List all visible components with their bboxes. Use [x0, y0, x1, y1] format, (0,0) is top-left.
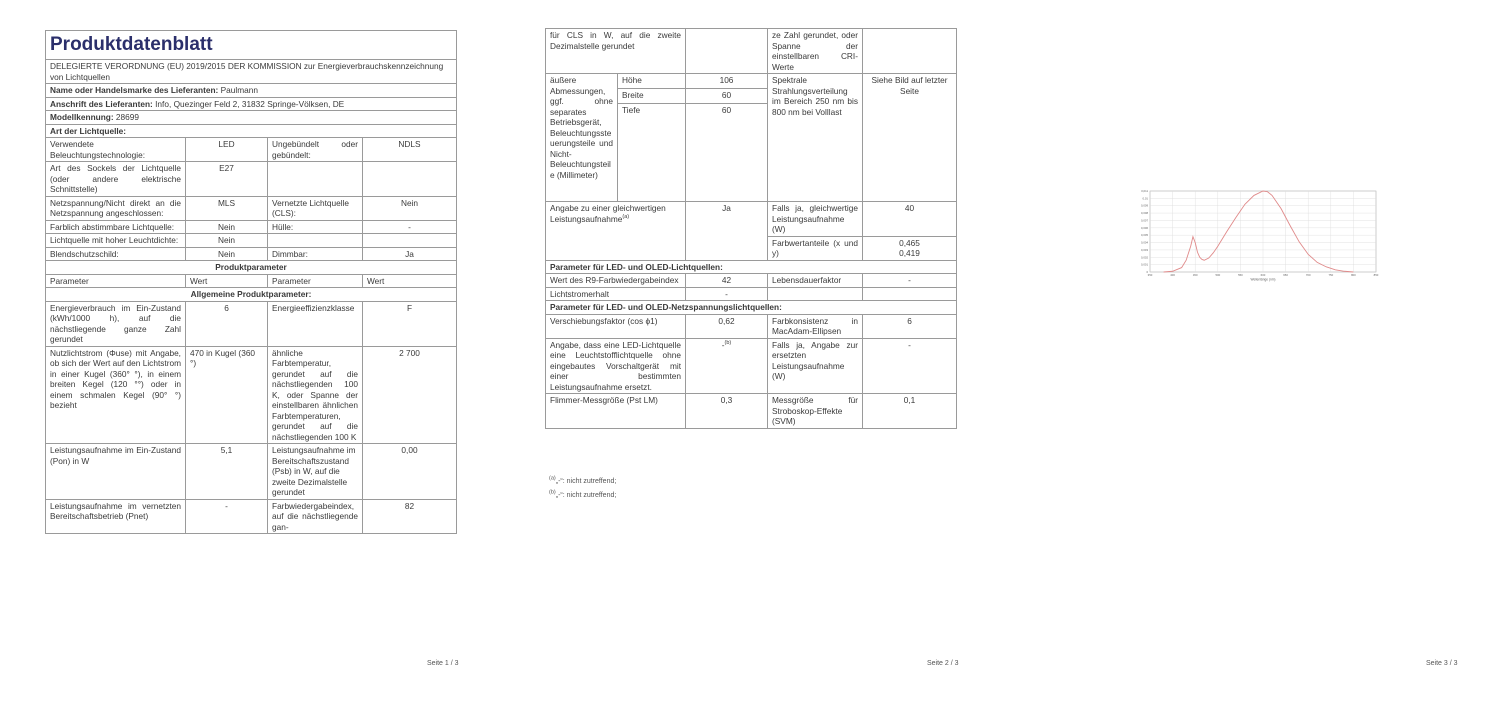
- led-params-header: Parameter für LED- und OLED-Lichtquellen:: [546, 260, 957, 274]
- y-tick-label: 0,009: [1141, 203, 1148, 208]
- table-row: Lichtquelle mit hoher Leuchtdichte: Nein: [46, 234, 457, 248]
- address-value: Info, Quezinger Feld 2, 31832 Springe-Völksen, DE: [155, 98, 345, 109]
- y-tick-label: 0,002: [1141, 255, 1148, 260]
- datasheet-table-page-1: [45, 30, 457, 534]
- x-tick-label: 750: [1328, 273, 1334, 277]
- product-params-header: Produktparameter: [46, 261, 457, 275]
- y-tick-label: 0,001: [1141, 262, 1148, 267]
- x-tick-label: 600: [1260, 273, 1266, 277]
- page-number: Seite 2 / 3: [927, 660, 959, 667]
- table-row: Verwendete Beleuchtungstechnologie: LED Ungebündelt oder gebündelt: NDLS: [46, 138, 457, 162]
- x-tick-label: 550: [1238, 273, 1243, 277]
- footnote-b: $^{(b)}$„-“: nicht zutreffend;: [549, 489, 617, 499]
- table-row: Angabe zu einer gleichwertigen Leistungsaufnahme$^{(a)}$ Ja Falls ja, gleichwertige Leistungsaufnahme (W) 40: [546, 202, 957, 237]
- table-row: Leistungsaufnahme im vernetzten Bereitschaftsbetrieb (Pnet) - Farbwiedergabeindex, auf die nächstliegende gan- 82: [46, 499, 457, 534]
- table-row: Farblich abstimmbare Lichtquelle: Nein Hülle: -: [46, 220, 457, 234]
- x-tick-label: 800: [1351, 273, 1356, 277]
- column-headers: Parameter Wert Parameter Wert: [46, 274, 457, 288]
- x-tick-label: 650: [1283, 273, 1288, 277]
- table-row: Angabe, dass eine LED-Lichtquelle eine Leuchtstofflichtquelle ohne eingebautes Vorschaltgerät mit einer bestimmten Leistungsaufnahme ersetzt. -$^{(b)}$ Falls ja, Angabe zur ersetzten Leistungsaufnahme (W) -: [546, 338, 957, 394]
- table-row: Verschiebungsfaktor (cos ϕ1) 0,62 Farbkonsistenz in MacAdam-Ellipsen 6: [546, 314, 957, 338]
- spectrum-svg: [1122, 186, 1384, 282]
- dimensions-label: äußere Abmessungen, ggf. ohne separates Betriebsgerät, Beleuchtungssteuerungsteile und Nicht-Beleuchtungsteile (Millimeter): [546, 74, 618, 202]
- dimensions-row: äußere Abmessungen, ggf. ohne separates Betriebsgerät, Beleuchtungssteuerungsteile und Nicht-Beleuchtungsteile (Millimeter) Höhe 106 Spektrale Strahlungsverteilung im Bereich 250 nm bis 800 nm bei Volllast Siehe Bild auf letzter Seite: [546, 74, 957, 89]
- x-tick-label: 450: [1192, 273, 1198, 277]
- table-row: Farbwertanteile (x und y) 0,465 0,419: [546, 236, 957, 260]
- model-value: 28699: [115, 112, 139, 122]
- y-tick-label: 0,007: [1141, 218, 1148, 223]
- table-row: Blendschutzschild: Nein Dimmbar: Ja: [46, 247, 457, 261]
- y-tick-label: 0,006: [1141, 225, 1148, 230]
- datasheet-table-page-2: für CLS in W, auf die zweite Dezimalstelle gerundet ze Zahl gerundet, oder Spanne der einstellbaren CRI-Werte äußere Abmessungen, ggf. ohne separates Betriebsgerät, Beleuchtungssteuerungsteile und Nicht-Beleuchtungsteile (Millimeter) Höhe 106 Spektrale Strahlungsverteilung im Bereich 250 nm bis 800 nm bei Volllast Siehe Bild auf letzter Seite Breite 60 Tiefe 60 Angabe zu einer gleichwertigen Leistungsaufnahme$^{(a)}$ Ja Falls ja, gleichwertige Leistungsaufnahme (W) 40 Farbwertanteile (x und y) 0,465 0,419 Parameter für LED- und OLED-Lichtquellen: Wert des R9-Farbwiedergabeindex 42 Lebensdauerfaktor - Lichtstromerhalt - Parameter für LED- und OLED-Netzspannungslichtquellen: Verschiebungsfaktor (cos ϕ1) 0,62 Farbkonsistenz in MacAdam-Ellipsen 6 Angabe, dass eine LED-Lichtquelle eine Leuchtstofflichtquelle ohne eingebautes Vorschaltgerät mit einer bestimmten Leistungsaufnahme ersetzt. -$^{(b)}$ Falls ja, Angabe zur ersetzten Leistungsaufnahme (W) - Flimmer-Messgröße (Pst LM) 0,3 Messgröße für Stroboskop-Effekte (SVM) 0,1: [545, 28, 957, 429]
- footnote-a: $^{(a)}$„-“: nicht zutreffend;: [549, 475, 617, 485]
- spectral-label: Spektrale Strahlungsverteilung im Bereich 250 nm bis 800 nm bei Volllast: [768, 74, 863, 202]
- regulation-subtitle: DELEGIERTE VERORDNUNG (EU) 2019/2015 DER KOMMISSION zur Energieverbrauchskennzeichnung von Lichtquellen: [46, 60, 457, 84]
- table-row: Netzspannung/Nicht direkt an die Netzspannung angeschlossen: MLS Vernetzte Lichtquelle (CLS): Nein: [46, 196, 457, 220]
- x-tick-label: 850: [1373, 273, 1379, 277]
- page-3: [1000, 0, 1500, 707]
- y-tick-label: 0,008: [1141, 211, 1148, 216]
- model-row: Modellkennung: 28699: [46, 111, 457, 125]
- x-tick-label: 700: [1305, 273, 1311, 277]
- light-source-type-header: Art der Lichtquelle:: [46, 124, 457, 138]
- y-tick-label: 0,003: [1141, 247, 1148, 252]
- y-tick-label: 0,004: [1141, 240, 1148, 245]
- y-tick-label: 0,01: [1142, 196, 1148, 201]
- x-tick-label: 500: [1215, 273, 1221, 277]
- supplier-row: Name oder Handelsmarke des Lieferanten: Paulmann: [46, 84, 457, 98]
- y-tick-label: 0,011: [1141, 189, 1148, 193]
- x-axis-label: Wellenlänge (nm): [1250, 277, 1276, 282]
- table-row: Energieverbrauch im Ein-Zustand (kWh/1000 h), auf die nächstliegende ganze Zahl gerundet 6 Energieeffizienzklasse F: [46, 301, 457, 346]
- y-tick-label: 0,005: [1141, 233, 1148, 238]
- table-row: Nutzlichtstrom (Φuse) mit Angabe, ob sich der Wert auf den Lichtstrom in einer Kugel (360° °), in einem breiten Kegel (120 °°) oder in einem schmalen Kegel (90° °) bezieht 470 in Kugel (360 °) ähnliche Farbtemperatur, gerundet auf die nächstliegenden 100 K, oder Spanne der einstellbaren ähnlichen Farbtemperaturen, gerundet auf die nächstliegenden 100 K 2 700: [46, 346, 457, 444]
- table-row: für CLS in W, auf die zweite Dezimalstelle gerundet ze Zahl gerundet, oder Spanne der einstellbaren CRI-Werte: [546, 29, 957, 74]
- general-params-header: Allgemeine Produktparameter:: [46, 288, 457, 302]
- mains-params-header: Parameter für LED- und OLED-Netzspannungslichtquellen:: [546, 301, 957, 315]
- page-2: [500, 0, 970, 707]
- address-row: Anschrift des Lieferanten: Info, Quezinger Feld 2, 31832 Springe-Völksen, DE: [46, 97, 457, 111]
- page-title: Produktdatenblatt: [46, 31, 457, 60]
- chart-background: [1122, 186, 1384, 282]
- page-1: [0, 0, 470, 707]
- supplier-value: Paulmann: [220, 85, 258, 95]
- table-row: Art des Sockels der Lichtquelle (oder andere elektrische Schnittstelle) E27: [46, 162, 457, 197]
- table-row: Leistungsaufnahme im Ein-Zustand (Pon) in W 5,1 Leistungsaufnahme im Bereitschaftszustand (Psb) in W, auf die zweite Dezimalstelle gerundet 0,00: [46, 444, 457, 500]
- table-row: Wert des R9-Farbwiedergabeindex 42 Lebensdauerfaktor -: [546, 274, 957, 288]
- x-tick-label: 400: [1170, 273, 1175, 277]
- x-tick-label: 350: [1147, 273, 1153, 277]
- page-number: Seite 1 / 3: [427, 660, 459, 667]
- table-row: Lichtstromerhalt -: [546, 287, 957, 301]
- spectral-value: Siehe Bild auf letzter Seite: [863, 74, 957, 202]
- table-row: Flimmer-Messgröße (Pst LM) 0,3 Messgröße für Stroboskop-Effekte (SVM) 0,1: [546, 394, 957, 429]
- spectral-distribution-chart: [1122, 186, 1384, 287]
- y-tick-label: 0: [1146, 270, 1148, 274]
- page-number: Seite 3 / 3: [1426, 660, 1458, 667]
